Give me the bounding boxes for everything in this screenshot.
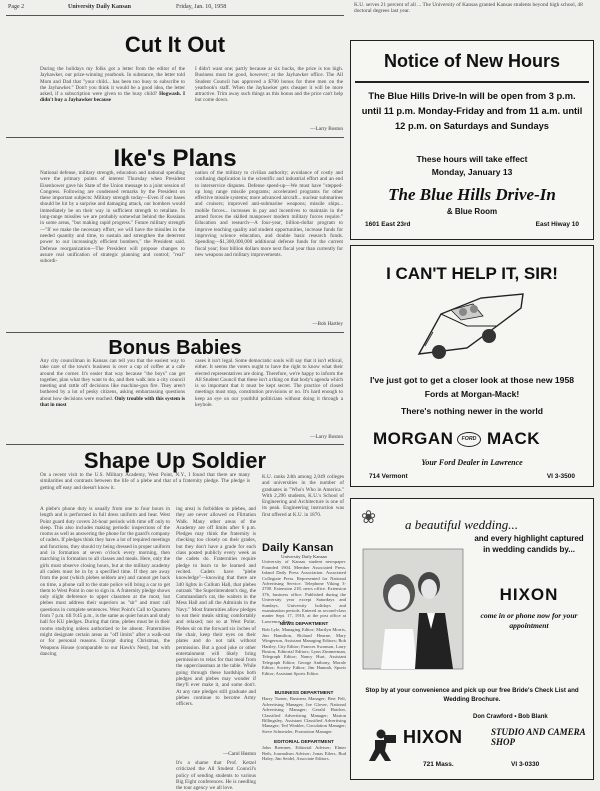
ad-hours-effective: These hours will take effect Monday, January 13: [416, 154, 528, 177]
ikes-plans-byline: —Bob Hartley: [312, 321, 343, 327]
ad-hours-text: The Blue Hills Drive-In will be open from 3 p.m. until 11 p.m. Monday-Friday and from 11 a.m. until 12 p.m. on Saturdays and Sundays: [361, 91, 583, 131]
top-right-text: K.U. serves 21 percent of all ... The University of Kansas granted Kansas students beyond high school, 48 doctoral degrees last year.: [354, 2, 583, 14]
cut-it-out-text1: During the holidays my folks got a letter from the editor of the Jayhawker, our prize-winning yearbook. In substance, the letter told Mom and Dad that "your child... has been too busy to subscribe to the Jayhawker." Don't you think it would be a good idea, the letter asked, if a subscription were given to the busy child?: [40, 66, 185, 98]
ad-blue-room: & Blue Room: [446, 207, 498, 216]
page-date: Friday, Jan. 10, 1958: [176, 4, 227, 10]
bonus-babies-col2: cases it isn't legal. Some democratic souls will say that it isn't ethical, either. It seems the voters ought to have the right to know what their elected representatives are doing. Therefore, we're happy to inform the All Student Council that these isn't a thing on that body's agenda which is so important that it must be kept secret. The practice of closed meetings must stop, constitution provisions or no. It's hard enough to keep an eye on our youthful politicians without doing it through a keyhole.: [195, 358, 343, 409]
header-rule: [6, 15, 344, 16]
divider: [6, 444, 344, 445]
bonus-babies-bold: Only trouble with this system is that in most: [40, 395, 186, 409]
ad-morgan-dealer: Your Ford Dealer in Lawrence: [421, 458, 523, 467]
ford-logo-icon: FORD: [457, 432, 481, 447]
shape-up-col3: K.U. ranks 24th among 2,049 colleges and universities in the number of graduates in "Who's Who in America." With 2,296 students, K.U.'s School of Engineering and Architecture is one of its peak. Engineering instruction was first offered at K.U. in 1870.: [262, 474, 344, 518]
page-number: Page 2: [8, 4, 25, 10]
masthead-info: University of Kansas student newspaper. Founded 1904. Member Associated Press. Inland Daily Press Association. Associated Collegiate Press. Represented for National Advertising Service. Telephone Viking 3-2700. Extension 218, news office. Extension 376, business office. Published during the University year except Saturdays and Sundays, University holidays and examination periods. Entered as second-class matter Sept. 17, 1910, at the post office at Lawrence, Kan.: [262, 559, 346, 624]
cut-it-out-col2: I didn't want one; partly because at six bucks, the price is too high. Business must be good, however; at the Jayhawker office. The All Student Council has approved a $700 bonus for three men on the yearbook's staff. When the Jayhawker gets cheaper it will be more attractive. Trim away such things as this bonus and the price can't help but come down.: [195, 66, 343, 104]
bonus-babies-text1: Any city councilman in Kansas can tell you that the easiest way to take care of the town's business is over a cup of coffee at a cafe around the corner. It's easier that way because "the boys" can get together, plan what they want to do, and then walk into a city council meeting and rattle off decisions like machine-gun fire. They aren't bothered by a lot of pesky citizens, asking embarrassing questions about how decisions were reached.: [40, 358, 185, 402]
masthead-subtitle: University Daily Kansan: [281, 554, 327, 559]
ad-brand-mack: MACK: [487, 429, 540, 448]
ikes-plans-col2: nation of the military to civilian authority; avoidance of costly and confusing duplication in the scientific and industrial effort and an end to interservice disputes. Defense speed-up—We must have "stepped-up long range missile programs; accelerated programs for other effective missile systems; more advanced aircraft... nuclear submarines and cruisers; improved anti-submarine weapons; missile ships... mobile forces... increases in pay and incentives to maintain in the armed forces the skilled manpower modern military forces require." Education and research—A four-year, billion-dollar program to improve teaching quality and student opportunities, increase funds for improving science education, and double basic research funds. Spending—$1,300,000,000 additional defense funds for the current fiscal year; four billion dollars more next fiscal year than currently for new weapons and military improvements.: [195, 170, 343, 258]
ad-morgan-address: 714 Vermont: [369, 473, 408, 480]
ad-hixon-names: Don Crawford • Bob Blank: [473, 714, 548, 720]
ad-hixon-studio: STUDIO AND CAMERA SHOP: [491, 727, 586, 747]
ad-blue-hills[interactable]: [350, 40, 594, 240]
shape-up-col2: ing area) is forbidden to plebes, and they are never allowed on Flirtation Walk. Many other areas of the Academy are off limits after 6 p.m. Pledges may think the fraternity is checking too closely on their grades, but they don't have a grade for each class posted publicly every week as the cadets do. Fraternities require pledge to learn to be learned and recited. Cadets have "plebe knowledge"—knowing that there are 340 lights in Cullum Hall, that plebes outrank "the Superintendent's dog, the Commandant's cat, the waiters in the Mess Hall and all the Admirals in the Navy." Most fraternities allow pledges to eat their meals sitting comfortably and relaxed; not so at West Point. Plebes sit on the forward six inches of the chair, keep their eyes on their plates and do not talk without permission. But a good joke or other entertainment will likely bring permission to relax for that meal from the upperclassman at the table. While going through these hardships both pledges and plebes may wonder if they'll ever make it, and some don't. At any rate pledges still graduate and plebes continue to become Army officers.: [176, 506, 257, 708]
car-drawing-icon: [411, 286, 531, 368]
divider: [6, 332, 344, 333]
headline-cut-it-out: Cut It Out: [124, 32, 226, 57]
ad-hixon[interactable]: [350, 498, 594, 780]
cut-it-out-col1: [40, 66, 185, 130]
photographer-icon: [365, 727, 401, 761]
masthead: [262, 542, 346, 788]
cut-it-out-bold: Hogwash. I didn't buy a Jayhawker because: [40, 91, 185, 104]
shape-up-intro: On a recent visit to the U.S. Military Academy, West Point, N.Y., I found that there are many similarities and contrasts between the life of a plebe and that of a fraternity pledge. The pledge is getting off easy and doesn't know it.: [40, 472, 250, 491]
masthead-title: Daily Kansan: [262, 542, 334, 554]
divider: [6, 137, 344, 138]
flower-icon: ❀: [361, 507, 377, 527]
divider: [355, 81, 589, 83]
ad-hixon-phone: VI 3-0330: [511, 761, 540, 768]
ad-address-left: 1601 East 23rd: [365, 221, 411, 228]
ad-address-right: East Hiway 10: [535, 221, 579, 228]
headline-shape-up-soldier: Shape Up Soldier: [83, 448, 267, 473]
headline-bonus-babies: Bonus Babies: [108, 337, 242, 359]
ad-morgan-phone: VI 3-3500: [546, 473, 575, 480]
masthead-staff-news: Bob Lyle, Managing Editor; Marilyn Morris, Jim Hamilton, Richard Hearne, Mary Wingerson, Assistant Managing Editors; Bob Hartley, City Editor; Frances Swanson, Larry Boston, Editorial Editors; Lynn Zimmerman, Telegraph Editor; Nancy Hurt, Assistant Telegraph Editor; George Anthony, Morale Editor; Society Editor; Jim Hannah, Sports Editor; Assistant Sports Editor.: [262, 627, 346, 676]
ad-morgan-tagline: There's nothing newer in the world: [401, 406, 543, 416]
ad-hixon-stop: Stop by at your convenience and pick up our free Bride's Check List and Wedding Brochure.: [365, 687, 579, 703]
shape-up-byline: —Carol Huston: [223, 751, 256, 757]
masthead-dept-business: BUSINESS DEPARTMENT: [274, 691, 334, 697]
ad-morgan-headline: I CAN'T HELP IT, SIR!: [386, 264, 558, 283]
ad-brand-morgan: MORGAN: [373, 429, 454, 448]
ad-morgan-body: I've just got to get a closer look at those new 1958 Fords at Morgan-Mack!: [369, 375, 575, 399]
masthead-dept-editorial: EDITORIAL DEPARTMENT: [274, 740, 334, 746]
ad-hours-title: Notice of New Hours: [383, 51, 561, 71]
ad-hixon-brand: HIXON: [499, 585, 559, 604]
bonus-babies-byline: —Larry Boston: [310, 434, 343, 440]
ad-blue-hills-logo: The Blue Hills Drive-In: [388, 185, 556, 204]
ad-hixon-address: 721 Mass.: [423, 761, 454, 768]
ad-hixon-logo: HIXON: [403, 727, 463, 747]
bonus-babies-col1: [40, 358, 185, 440]
headline-ikes-plans: Ike's Plans: [113, 145, 237, 172]
masthead-staff-business: Harry Turner, Business Manager; Bert Felt, Advertising Manager; Joe Glover, National Advertising Manager; Gerald Hatcher, Classified Advertising Manager; Marion Billingsley, Assistant Classified Advertising Manager; Ted Winkler, Circulation Manager; Steve Schnetzler, Promotion Manager.: [262, 696, 346, 734]
cut-it-out-byline: —Larry Boston: [310, 126, 343, 132]
shape-up-col1: A plebe's phone duty is usually from one to four hours in length and is performed in full dress uniform and bear. West Point guard duty covers 24-hour periods with time off only to sleep. This also includes making periodic inspections of the rooms as well as answering the phone for the guard's company of cadets. If pledges think they have a lot of required meetings and functions, they should try being dressed in proper uniform and in formation at seven o'clock every morning, then marching in formation to all classes and meals. Here, only the girls must observe closing hours, but at the military academy all cadets must be in by a specified time. If they are away from the post (which plebes seldom are) and cannot get back on time, a phone call to the state police will bring a car to get them to West Point in one to sign in. A fraternity pledge shows only slight deference to upper classmen at the most, but plebes must address their superiors as "sir" and must call questions in complete sentences. West Point's Call to Quarters from 7 p.m. till 9:45 p.m., is the same as quiet hours and study hall for KU pledges. During that time, plebes must be in their rooms studying unless authorized to be absent. Fraternities might designate certain areas as "off limits" after a walk-out or for personal reasons. Except during Christmas, the Weapons House (comparable to our Hawk's Nest), but with dancing: [40, 506, 171, 657]
shape-up-col2b: It's a shame that Prof. Ketzel criticized the All Student Council's policy of sending students to various Big Eight conferences. He is needling the tour agency we all love.: [176, 760, 256, 791]
masthead-staff-editorial: John Bremner, Editorial Adviser; Elmer Beth, Journalism Adviser; Jonas Eilers, Bud Haley, Jim Seidel, Associate Editors.: [262, 745, 346, 762]
paper-name: University Daily Kansan: [68, 4, 132, 10]
ad-hixon-appointment: come in or phone now for your appointment: [480, 611, 578, 630]
ad-hixon-highlight: and every highlight captured in wedding candids by...: [474, 534, 584, 554]
ad-morgan-mack[interactable]: [350, 245, 594, 487]
bride-groom-photo: [363, 549, 463, 669]
ikes-plans-col1: National defense, military strength, education and national spending were the primary points of interest Thursday when President Eisenhower gave his State of the Union message to a joint session of Congress. Following are condensed remarks by the President on these important subjects: Military strength today—Even if our bases should be hit by a surprise and damaging attack, our bombers would immediately be on their way in sufficient strength to retaliate. In long-range missiles we are probably somewhat behind the Russians in some areas, "but making rapid progress." Future military strength—"If we make the necessary effort, we will have the missiles in the needed quantity and time, to sustain and strengthen the deterrent power to our increasingly efficient bombers," the President said. Defense reorganization—The President will propose changes to assure real unification of strategic planning and control; "real" subordi-: [40, 170, 185, 265]
ad-hixon-script: a beautiful wedding...: [405, 517, 519, 532]
masthead-dept-news: NEWS DEPARTMENT: [279, 622, 329, 628]
